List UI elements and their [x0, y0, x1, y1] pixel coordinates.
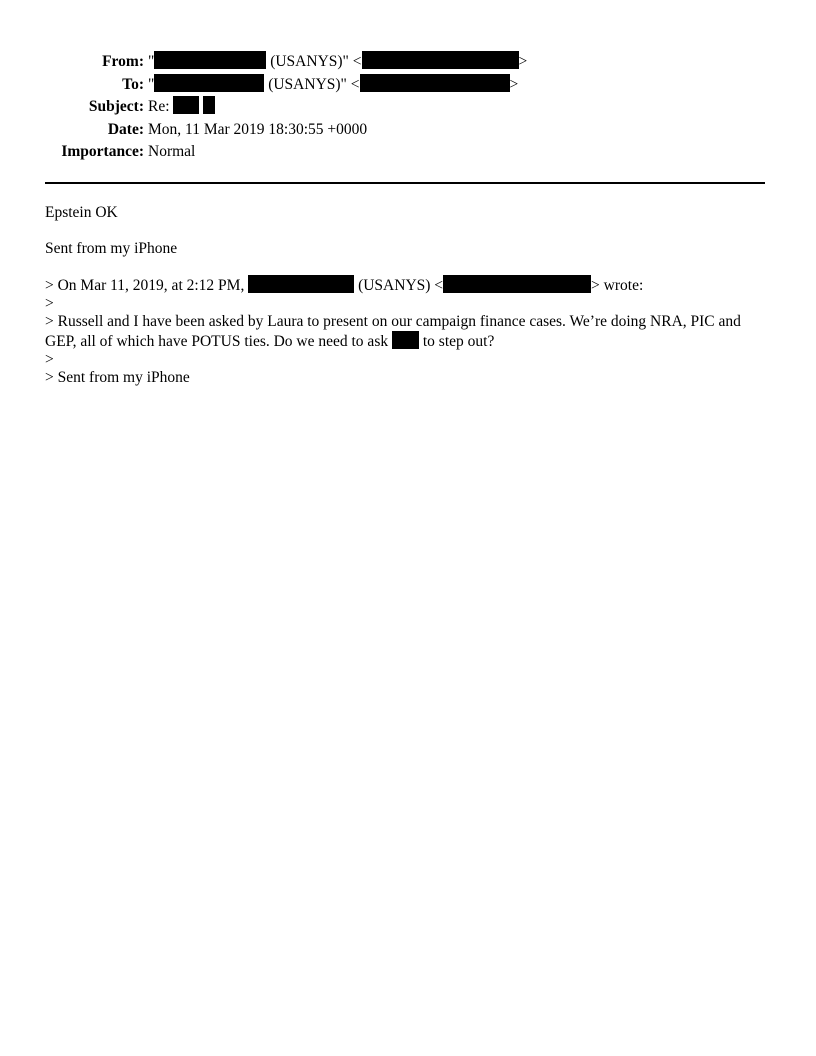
date-label: Date:	[107, 120, 144, 138]
quote-attribution-suffix: > wrote:	[591, 277, 644, 294]
quote-line: > Russell and I have been asked by Laura to present on our campaign finance cases. We’re doing NRA, PIC and	[45, 313, 741, 330]
redaction-block	[248, 275, 354, 293]
to-open-quote: "	[148, 75, 155, 93]
redaction-block	[154, 74, 264, 92]
redaction-block	[154, 51, 266, 69]
from-open-quote: "	[148, 53, 155, 70]
quote-line	[45, 331, 770, 351]
subject-prefix: Re:	[148, 98, 174, 115]
redaction-block	[392, 331, 419, 349]
from-close: >	[518, 53, 528, 70]
importance-row	[0, 141, 816, 164]
subject-label: Subject:	[88, 98, 144, 115]
redaction-block	[362, 51, 519, 69]
redaction-block	[173, 96, 199, 114]
from-value	[148, 51, 527, 74]
reply-text: Epstein OK	[45, 204, 118, 221]
importance-value: Normal	[148, 143, 196, 160]
redaction-block	[203, 96, 215, 114]
to-row	[0, 74, 816, 97]
quote-line-prefix: GEP, all of which have POTUS ties. Do we need to ask	[45, 333, 392, 350]
subject-row	[0, 96, 816, 119]
to-mid: (USANYS)" <	[264, 75, 360, 93]
date-row	[0, 119, 816, 142]
to-value	[148, 74, 518, 97]
from-row	[0, 51, 816, 74]
quote-attribution-prefix: > On Mar 11, 2019, at 2:12 PM,	[45, 277, 249, 294]
quote-blank-line: >	[45, 295, 54, 312]
email-header	[0, 51, 816, 164]
quote-blank-line: >	[45, 351, 54, 368]
quote-line-suffix: to step out?	[418, 333, 495, 350]
quote-attribution	[45, 275, 770, 295]
quote-attribution-mid: (USANYS) <	[354, 277, 444, 294]
email-body	[45, 204, 770, 387]
to-close: >	[509, 75, 519, 93]
date-value: Mon, 11 Mar 2019 18:30:55 +0000	[148, 120, 368, 138]
importance-label: Importance:	[61, 143, 144, 160]
from-mid: (USANYS)" <	[266, 53, 362, 70]
subject-value	[148, 96, 215, 119]
reply-signature: Sent from my iPhone	[45, 239, 178, 257]
quoted-message	[45, 275, 770, 387]
from-label: From:	[102, 53, 144, 70]
to-label: To:	[122, 75, 144, 93]
header-divider	[45, 182, 765, 184]
redaction-block	[443, 275, 591, 293]
redaction-block	[360, 74, 510, 92]
quote-signature: > Sent from my iPhone	[45, 369, 190, 386]
